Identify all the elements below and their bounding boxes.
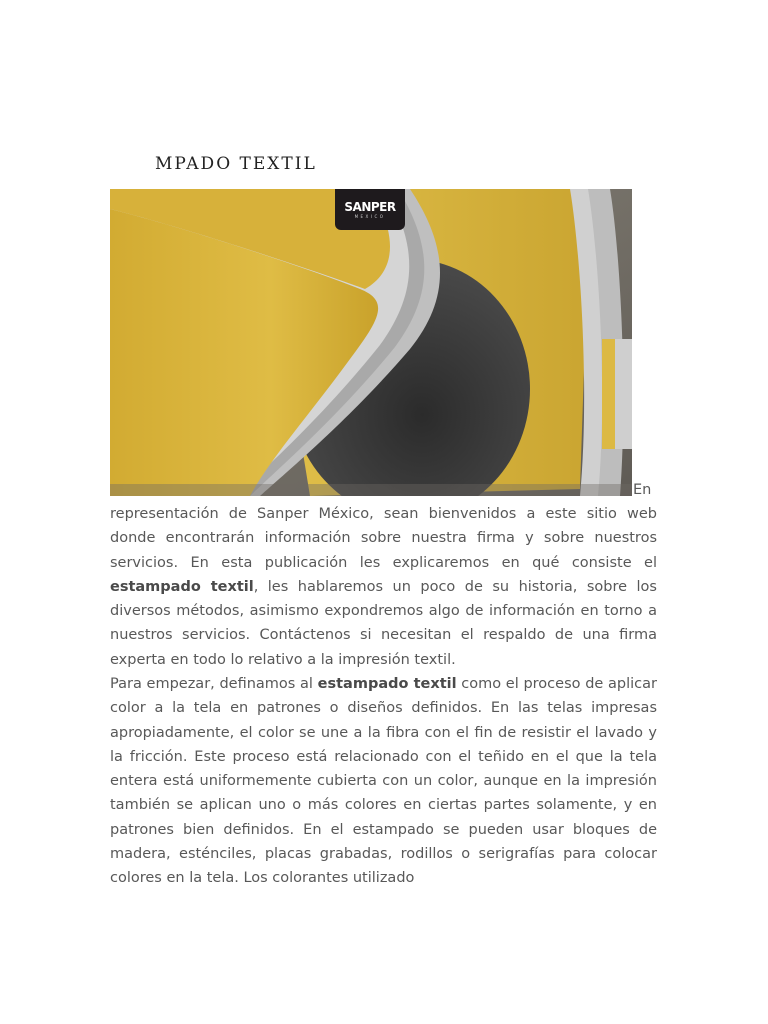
paragraph-1-text-before: representación de Sanper México, sean bienvenidos a este sitio web donde encontrarán información sobre nuestra firma y sobre nuestros servicios. En esta publicación les explicaremos en qué consiste el <box>110 506 657 571</box>
paragraph-1-text-after: , les hablaremos un poco de su historia, sobre los diversos métodos, asimismo expondremos algo de información en torno a nuestros servicios. Contáctenos si necesitan el respaldo de una firma experta en todo lo relativo a la impresión textil. <box>110 578 657 668</box>
paragraph-1-first-word: En <box>633 482 652 498</box>
paragraph-1 <box>110 502 657 672</box>
fabric-rolls-photo <box>110 189 632 496</box>
fabric-rolls-illustration <box>110 189 632 496</box>
logo-subtext: MEXICO <box>354 213 386 219</box>
paragraph-2-text-before: Para empezar, definamos al <box>110 676 318 692</box>
paragraph-1-keyword: estampado textil <box>110 578 254 595</box>
paragraph-2-keyword: estampado textil <box>317 676 457 692</box>
paragraph-2-text-after: como el proceso de aplicar color a la tela en patrones o diseños definidos. En las telas impresas apropiadamente, el color se une a la fibra con el fin de resistir el lavado y la fricción. Este proceso está relacionado con el teñido en el que la tela entera está uniformemente cubierta con un color, aunque en la impresión también se aplican uno o más colores en ciertas partes solamente, y en patrones bien definidos. En el estampado se pueden usar bloques de madera, esténciles, placas grabadas, rodillos o serigrafías para colocar colores en la tela. Los colorantes utilizado <box>110 676 657 887</box>
logo-text: SANPER <box>344 199 396 214</box>
page-title: MPADO TEXTIL <box>155 154 317 174</box>
sanper-logo <box>335 189 405 230</box>
paragraph-2 <box>110 672 657 891</box>
